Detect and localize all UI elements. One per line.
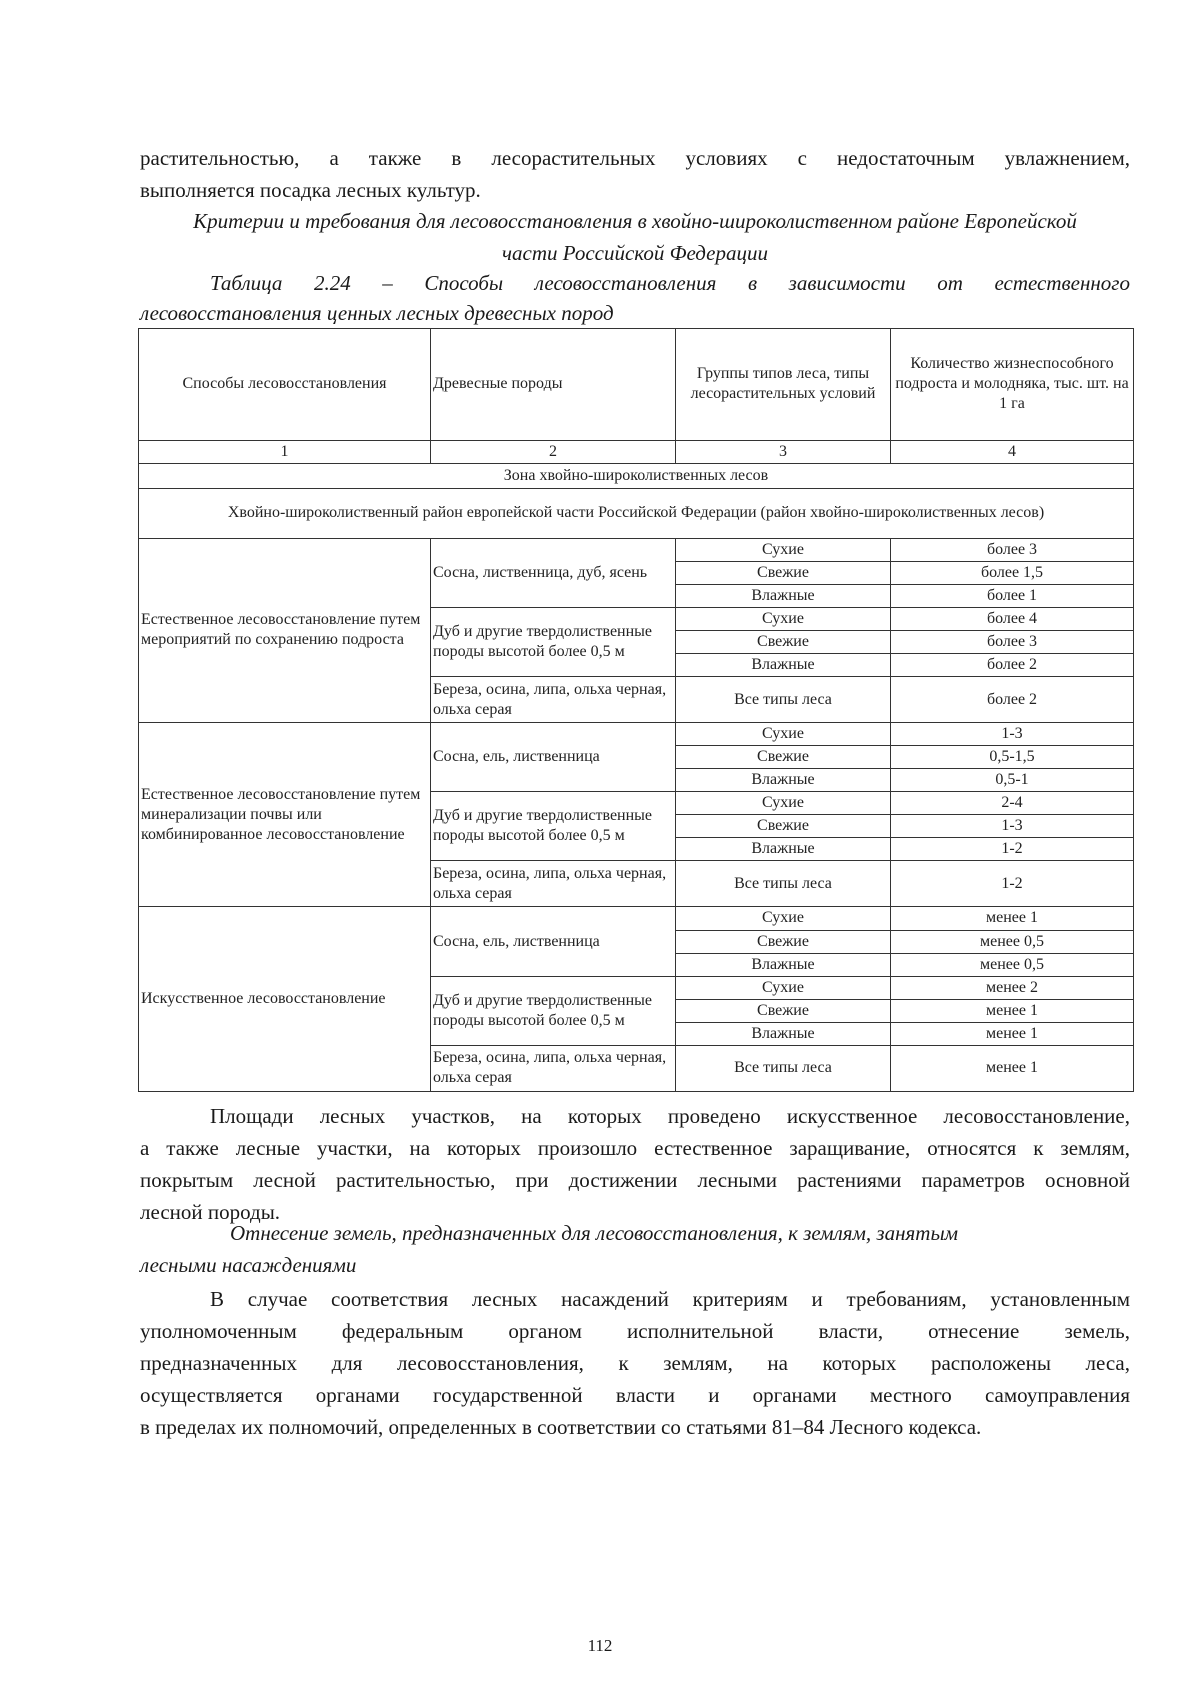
quantity-cell: менее 1 (891, 1045, 1134, 1091)
forest-type-cell: Влажные (676, 769, 891, 792)
quantity-cell: 1-3 (891, 723, 1134, 746)
quantity-cell: 1-3 (891, 815, 1134, 838)
table-caption-line: Таблица 2.24 – Способы лесовосстановления в зависимости от естественного (210, 271, 1130, 295)
species-cell: Сосна, ель, лиственница (431, 907, 676, 976)
quantity-cell: менее 2 (891, 976, 1134, 999)
table-body (139, 538, 1134, 1091)
quantity-cell: более 1,5 (891, 561, 1134, 584)
method-cell: Естественное лесовосстановление путем мероприятий по сохранению подроста (139, 538, 431, 722)
species-cell: Дуб и другие твердолиственные породы высотой более 0,5 м (431, 607, 676, 676)
body-paragraph-areas (140, 1100, 1130, 1228)
column-number: 2 (431, 440, 676, 463)
section-heading-assignment (140, 1217, 1130, 1281)
column-number: 1 (139, 440, 431, 463)
section-heading-line: Отнесение земель, предназначенных для лесовосстановления, к землям, занятым (230, 1221, 959, 1245)
body-paragraph-assignment (140, 1283, 1130, 1443)
table-header-row (139, 329, 1134, 441)
paragraph-line: предназначенных для лесовосстановления, к землям, на которых расположены леса, (140, 1351, 1130, 1375)
forest-type-cell: Сухие (676, 723, 891, 746)
column-number: 3 (676, 440, 891, 463)
forest-type-cell: Сухие (676, 907, 891, 930)
forest-type-cell: Влажные (676, 838, 891, 861)
header-cell-species: Древесные породы (431, 329, 676, 441)
column-number: 4 (891, 440, 1134, 463)
quantity-cell: более 2 (891, 676, 1134, 722)
intro-line: выполняется посадка лесных культур. (140, 178, 481, 202)
forest-type-cell: Свежие (676, 746, 891, 769)
column-number-row (139, 440, 1134, 463)
page-number: 112 (587, 1636, 613, 1655)
species-cell: Дуб и другие твердолиственные породы высотой более 0,5 м (431, 792, 676, 861)
species-cell: Сосна, лиственница, дуб, ясень (431, 538, 676, 607)
table-caption-line: лесовосстановления ценных лесных древесных пород (140, 301, 614, 325)
forest-type-cell: Свежие (676, 999, 891, 1022)
quantity-cell: менее 0,5 (891, 953, 1134, 976)
region-row (139, 489, 1134, 538)
quantity-cell: 1-2 (891, 838, 1134, 861)
quantity-cell: 0,5-1 (891, 769, 1134, 792)
species-cell: Сосна, ель, лиственница (431, 723, 676, 792)
reforestation-methods-table (138, 328, 1134, 1092)
forest-type-cell: Сухие (676, 538, 891, 561)
forest-type-cell: Сухие (676, 976, 891, 999)
forest-type-cell: Влажные (676, 953, 891, 976)
forest-type-cell: Все типы леса (676, 861, 891, 907)
forest-type-cell: Свежие (676, 630, 891, 653)
forest-type-cell: Сухие (676, 607, 891, 630)
forest-type-cell: Все типы леса (676, 1045, 891, 1091)
forest-type-cell: Влажные (676, 584, 891, 607)
quantity-cell: 2-4 (891, 792, 1134, 815)
quantity-cell: менее 1 (891, 907, 1134, 930)
header-cell-method: Способы лесовосстановления (139, 329, 431, 441)
paragraph-line: в пределах их полномочий, определенных в соответствии со статьями 81–84 Лесного кодекса. (140, 1415, 982, 1439)
species-cell: Береза, осина, липа, ольха черная, ольха серая (431, 1045, 676, 1091)
forest-type-cell: Влажные (676, 653, 891, 676)
paragraph-line: лесной породы. (140, 1200, 281, 1224)
species-cell: Береза, осина, липа, ольха черная, ольха серая (431, 676, 676, 722)
quantity-cell: более 1 (891, 584, 1134, 607)
region-cell: Хвойно-широколиственный район европейской части Российской Федерации (район хвойно-широколиственных лесов) (139, 489, 1134, 538)
paragraph-line: В случае соответствия лесных насаждений критериям и требованиям, установленным (210, 1287, 1130, 1311)
header-cell-forest-type: Группы типов леса, типы лесорастительных условий (676, 329, 891, 441)
forest-type-cell: Все типы леса (676, 676, 891, 722)
quantity-cell: менее 0,5 (891, 930, 1134, 953)
section-heading-line: лесными насаждениями (140, 1253, 357, 1277)
quantity-cell: более 3 (891, 630, 1134, 653)
section-heading-line: части Российской Федерации (502, 241, 768, 265)
intro-line: растительностью, а также в лесорастительных условиях с недостаточным увлажнением, (140, 146, 1130, 170)
forest-type-cell: Свежие (676, 930, 891, 953)
intro-paragraph (140, 142, 1130, 206)
species-cell: Береза, осина, липа, ольха черная, ольха серая (431, 861, 676, 907)
paragraph-line: Площади лесных участков, на которых проведено искусственное лесовосстановление, (210, 1104, 1130, 1128)
forest-type-cell: Сухие (676, 792, 891, 815)
table-row (139, 907, 1134, 930)
forest-type-cell: Влажные (676, 1022, 891, 1045)
zone-cell: Зона хвойно-широколиственных лесов (139, 464, 1134, 489)
method-cell: Искусственное лесовосстановление (139, 907, 431, 1092)
paragraph-line: уполномоченным федеральным органом исполнительной власти, отнесение земель, (140, 1319, 1130, 1343)
forest-type-cell: Свежие (676, 561, 891, 584)
forest-type-cell: Свежие (676, 815, 891, 838)
table-row (139, 723, 1134, 746)
quantity-cell: 0,5-1,5 (891, 746, 1134, 769)
species-cell: Дуб и другие твердолиственные породы высотой более 0,5 м (431, 976, 676, 1045)
paragraph-line: покрытым лесной растительностью, при достижении лесными растениями параметров основной (140, 1168, 1130, 1192)
zone-row (139, 464, 1134, 489)
quantity-cell: менее 1 (891, 999, 1134, 1022)
quantity-cell: более 3 (891, 538, 1134, 561)
table-caption (140, 268, 1130, 328)
quantity-cell: более 2 (891, 653, 1134, 676)
quantity-cell: более 4 (891, 607, 1134, 630)
table-row (139, 538, 1134, 561)
quantity-cell: 1-2 (891, 861, 1134, 907)
section-heading-line: Критерии и требования для лесовосстановления в хвойно-широколиственном районе Европейской (193, 209, 1077, 233)
header-cell-quantity: Количество жизнеспособного подроста и молодняка, тыс. шт. на 1 га (891, 329, 1134, 441)
paragraph-line: осуществляется органами государственной власти и органами местного самоуправления (140, 1383, 1130, 1407)
section-heading-criteria (140, 205, 1130, 269)
paragraph-line: а также лесные участки, на которых произошло естественное заращивание, относятся к землям, (140, 1136, 1130, 1160)
quantity-cell: менее 1 (891, 1022, 1134, 1045)
method-cell: Естественное лесовосстановление путем минерализации почвы или комбинированное лесовосстановление (139, 723, 431, 907)
